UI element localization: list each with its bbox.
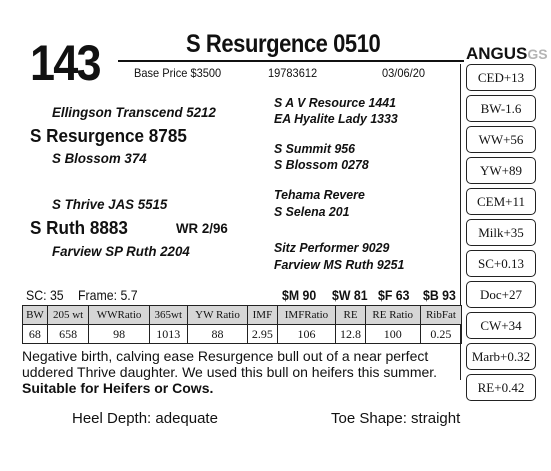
title-rule [118,60,464,62]
index-b: $B 93 [423,287,456,303]
epd-re: RE+0.42 [466,374,536,401]
epd-sc: SC+0.13 [466,250,536,277]
value-205wt: 658 [47,325,88,344]
header-imf: IMF [248,306,277,325]
pedigree-sire: S Resurgence 8785 [30,126,187,146]
pedigree-dam-sire-dam: S Selena 201 [274,204,350,219]
pedigree-sire-sire: Ellingson Transcend 5212 [52,104,216,120]
epd-ww: WW+56 [466,126,536,153]
animal-name: S Resurgence 0510 [186,30,381,58]
frame-score: Frame: 5.7 [78,287,138,303]
epd-doc: Doc+27 [466,281,536,308]
index-f: $F 63 [378,287,410,303]
birth-date: 03/06/20 [382,66,425,80]
pedigree-sire-dam-sire: S Summit 956 [274,141,356,156]
header-ywratio: YW Ratio [187,306,248,325]
registration-number: 19783612 [268,66,318,80]
epd-column [466,64,536,405]
pedigree-dam: S Ruth 8883 [30,218,128,238]
pedigree-sire-dam: S Blossom 374 [52,150,147,166]
header-bw: BW [23,306,48,325]
performance-table-row [23,325,462,344]
value-365wt: 1013 [149,325,187,344]
scrotal-circumference: SC: 35 [26,287,64,303]
header-365wt: 365wt [149,306,187,325]
value-bw: 68 [23,325,48,344]
epd-cem: CEM+11 [466,188,536,215]
performance-table-header [23,306,462,325]
pedigree-dam-sire: S Thrive JAS 5515 [52,196,168,212]
pedigree-dam-dam-sire: Sitz Performer 9029 [274,240,390,255]
header-ribfat: RibFat [420,306,461,325]
performance-table [22,305,462,344]
base-price: Base Price $3500 [134,66,222,80]
epd-marb: Marb+0.32 [466,343,536,370]
pedigree-sire-sire-sire: S A V Resource 1441 [274,95,396,110]
pedigree-dam-dam: Farview SP Ruth 2204 [52,243,190,259]
lot-number: 143 [30,35,100,91]
pedigree-sire-sire-dam: EA Hyalite Lady 1333 [274,111,398,126]
heel-depth: Heel Depth: adequate [72,410,218,427]
header-re: RE [336,306,365,325]
comments-text: Negative birth, calving ease Resurgence bull out of a near perfect uddered Thrive daughter. We used this bull on heifers this summer. [22,348,438,380]
value-reratio: 100 [365,325,420,344]
epd-bw: BW-1.6 [466,95,536,122]
value-ribfat: 0.25 [420,325,461,344]
header-205wt: 205 wt [47,306,88,325]
value-imf: 2.95 [248,325,277,344]
epd-milk: Milk+35 [466,219,536,246]
pedigree-dam-sire-sire: Tehama Revere [274,187,365,202]
header-reratio: RE Ratio [365,306,420,325]
value-imfratio: 106 [277,325,336,344]
breed-logo-main: ANGUS [466,44,528,63]
comments [22,348,462,396]
toe-shape: Toe Shape: straight [331,410,461,427]
index-w: $W 81 [332,287,368,303]
epd-cw: CW+34 [466,312,536,339]
index-m: $M 90 [282,287,317,303]
header-imfratio: IMFRatio [277,306,336,325]
epd-yw: YW+89 [466,157,536,184]
value-re: 12.8 [336,325,365,344]
pedigree-sire-dam-dam: S Blossom 0278 [274,157,369,172]
pedigree-dam-dam-dam: Farview MS Ruth 9251 [274,257,405,272]
pedigree-dam-note: WR 2/96 [176,220,228,236]
value-wwratio: 98 [89,325,150,344]
breed-logo [466,44,548,64]
breed-logo-suffix: GS [527,46,548,62]
header-wwratio: WWRatio [89,306,150,325]
comments-emphasis: Suitable for Heifers or Cows. [22,380,214,396]
value-ywratio: 88 [187,325,248,344]
epd-ced: CED+13 [466,64,536,91]
